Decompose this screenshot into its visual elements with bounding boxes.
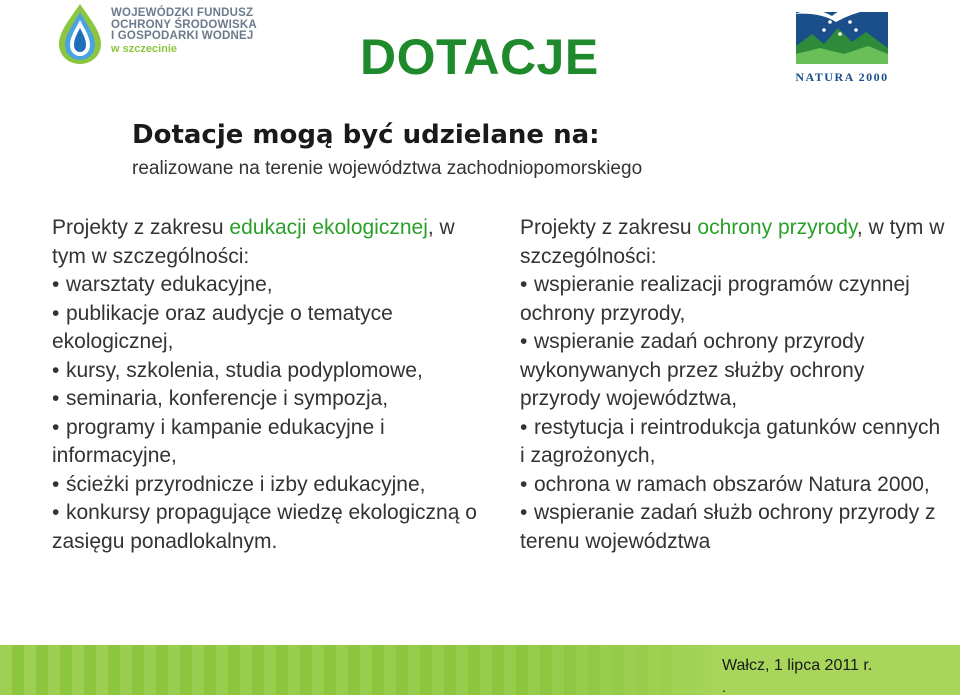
list-item: • konkursy propagujące wiedzę ekologiczną o zasięgu ponadlokalnym.	[52, 501, 477, 553]
wfosigw-logo	[55, 2, 255, 68]
list-item: • wspieranie realizacji programów czynnej ochrony przyrody,	[520, 273, 910, 325]
education-intro	[52, 214, 482, 271]
natura-2000-logo	[790, 4, 895, 86]
list-item: • ochrona w ramach obszarów Natura 2000,	[520, 472, 930, 496]
natura-label: NATURA 2000	[795, 70, 889, 84]
intro-accent: ochrony przyrody	[697, 216, 857, 239]
logo-line-3: I GOSPODARKI WODNEJ	[111, 30, 254, 42]
list-item: • warsztaty edukacyjne,	[52, 273, 273, 296]
logo-city: w szczecinie	[111, 42, 178, 55]
list-item: • kursy, szkolenia, studia podyplomowe,	[52, 358, 423, 382]
intro-suffix: , w tym w szczególności:	[52, 216, 455, 268]
list-item: • programy i kampanie edukacyjne i informacyjne,	[52, 415, 385, 467]
nature-intro	[520, 214, 950, 271]
footer-date: Wałcz, 1 lipca 2011 r.	[722, 657, 873, 674]
list-item: • wspieranie zadań ochrony przyrody wykonywanych przez służby ochrony przyrody województwa,	[520, 330, 865, 410]
intro-accent: edukacji ekologicznej	[229, 216, 428, 239]
intro-prefix: Projekty z zakresu	[520, 216, 698, 239]
list-item: • seminaria, konferencje i sympozja,	[52, 387, 389, 410]
section-heading: Dotacje mogą być udzielane na:	[132, 120, 600, 150]
logo-line-2: OCHRONY ŚRODOWISKA	[111, 18, 257, 31]
footer-dot: .	[722, 679, 726, 695]
education-column	[52, 214, 482, 556]
list-item: • wspieranie zadań służb ochrony przyrody z terenu województwa	[520, 501, 936, 553]
nature-protection-column	[520, 214, 950, 556]
list-item: • ścieżki przyrodnicze i izby edukacyjne,	[52, 472, 426, 496]
page-title: DOTACJE	[360, 29, 599, 85]
intro-prefix: Projekty z zakresu	[52, 216, 230, 239]
list-item: • publikacje oraz audycje o tematyce ekologicznej,	[52, 301, 393, 353]
list-item: • restytucja i reintrodukcja gatunków cennych i zagrożonych,	[520, 415, 941, 467]
logo-line-1: WOJEWÓDZKI FUNDUSZ	[111, 7, 254, 19]
intro-suffix: , w tym w szczególności:	[520, 216, 945, 268]
region-note: realizowane na terenie województwa zachodniopomorskiego	[132, 158, 643, 179]
water-drop-icon	[55, 2, 105, 66]
education-list	[52, 271, 482, 556]
nature-list	[520, 271, 950, 556]
